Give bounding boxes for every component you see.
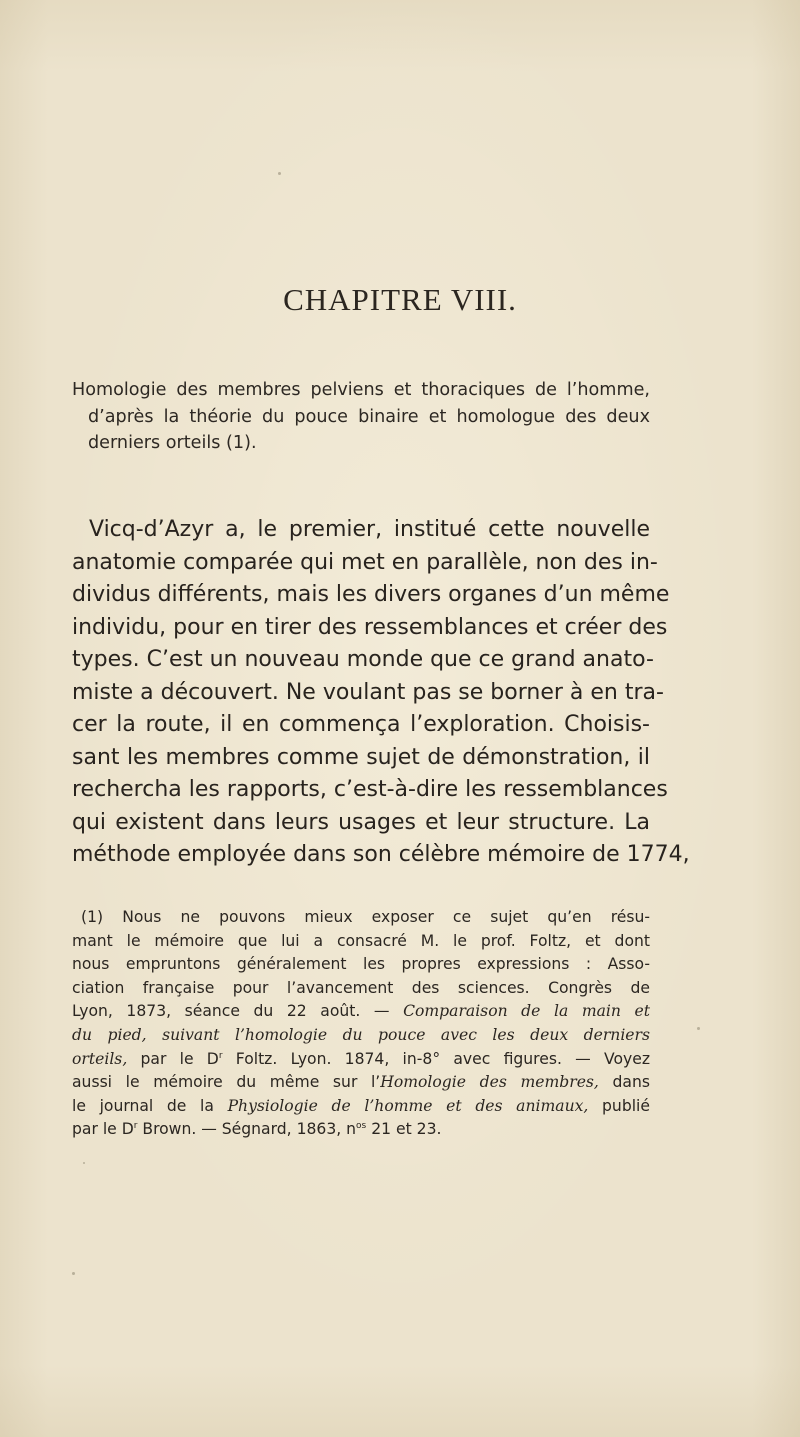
footnote-text: Lyon, 1873, séance du 22 août. — — [72, 1002, 404, 1021]
paragraph-line: dividus différents, mais les divers organes d’un même — [72, 582, 670, 607]
superscript: r — [218, 1050, 223, 1061]
footnote-line — [72, 1000, 650, 1024]
footnote-line — [72, 1118, 650, 1142]
paragraph-line: Vicq-d’Azyr a, le premier, institué cette nouvelle — [89, 517, 650, 542]
footnote-text: dans — [598, 1073, 650, 1092]
footnote-text: par le D — [127, 1049, 219, 1068]
summary-line: d’après la théorie du pouce binaire et homologue des deux — [88, 406, 650, 427]
paragraph-line: qui existent dans leurs usages et leur structure. La — [72, 809, 650, 835]
paragraph-line: rechercha les rapports, c’est-à-dire les ressemblances — [72, 777, 668, 802]
chapter-summary — [72, 377, 650, 457]
superscript: os — [356, 1121, 367, 1132]
footnote-text: le journal de la — [72, 1096, 228, 1115]
footnote-text: Foltz. Lyon. 1874, in-8° avec figures. — Voyez — [222, 1049, 650, 1068]
paper-speck — [72, 1272, 75, 1275]
footnote-title-italic: Physiologie de l’homme et des animaux, — [227, 1096, 589, 1115]
paragraph-line: anatomie comparée qui met en parallèle, non des in- — [72, 549, 658, 575]
footnote-text: aussi le mémoire du même sur l’ — [72, 1073, 381, 1092]
paragraph-line: cer la route, il en commença l’exploration. Choisis- — [72, 712, 650, 737]
footnote-line: nous empruntons généralement les propres expressions : Asso- — [72, 955, 650, 974]
footnote-text: par le D — [72, 1120, 134, 1139]
paper-speck — [697, 1027, 700, 1030]
footnote-line — [72, 1071, 650, 1095]
paragraph-line: sant les membres comme sujet de démonstration, il — [72, 744, 650, 770]
footnote-title-italic: Comparaison de la main et — [403, 1002, 650, 1021]
footnote-line: mant le mémoire que lui a consacré M. le prof. Foltz, et dont — [72, 931, 650, 950]
footnote-text: Brown. — Ségnard, 1863, n — [137, 1120, 357, 1139]
footnote-text: 21 et 23. — [366, 1120, 442, 1139]
paragraph-line: types. C’est un nouveau monde que ce grand anato- — [72, 647, 654, 672]
paper-speck — [278, 172, 281, 175]
paragraph-line: méthode employée dans son célèbre mémoire de 1774, — [72, 842, 690, 867]
summary-line: Homologie des membres pelviens et thoraciques de l’homme, — [72, 380, 650, 400]
footnote-title-italic: du pied, suivant l’homologie du pouce avec les deux derniers — [72, 1025, 650, 1044]
footnote-title-italic: orteils, — [72, 1049, 128, 1068]
main-paragraph — [72, 514, 690, 872]
footnote-line — [72, 1095, 650, 1119]
superscript: r — [133, 1121, 138, 1132]
footnote-line — [72, 1048, 650, 1072]
summary-line: derniers orteils (1). — [88, 433, 257, 453]
footnote-line: (1) Nous ne pouvons mieux exposer ce sujet qu’en résu- — [81, 908, 650, 926]
footnote-title-italic: Homologie des membres, — [380, 1073, 599, 1092]
chapter-title: CHAPITRE VIII. — [283, 282, 517, 317]
footnote — [72, 906, 650, 1142]
footnote-line: ciation française pour l’avancement des sciences. Congrès de — [72, 978, 650, 997]
paragraph-line: individu, pour en tirer des ressemblances et créer des — [72, 614, 668, 640]
paper-speck — [83, 1162, 85, 1164]
footnote-text: publié — [588, 1096, 650, 1115]
paragraph-line: miste a découvert. Ne voulant pas se borner à en tra- — [72, 679, 664, 705]
